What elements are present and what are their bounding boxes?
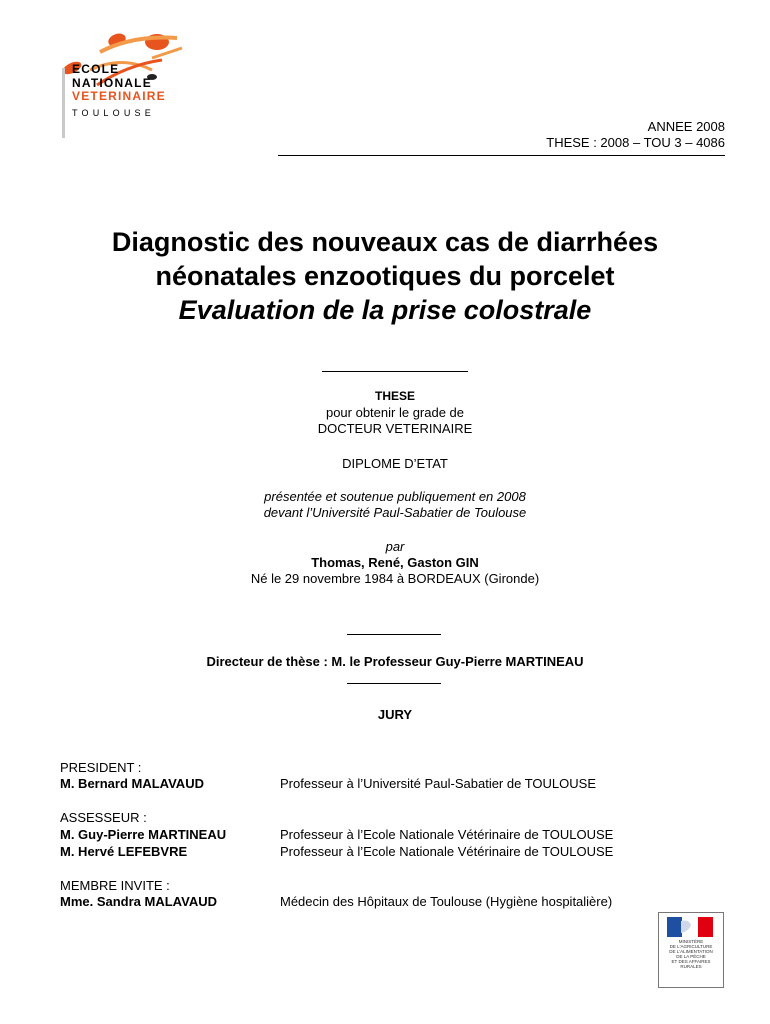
assesseur2-desc: Professeur à l’Ecole Nationale Vétérinaire de TOULOUSE [280, 844, 614, 859]
logo-line4: TOULOUSE [72, 107, 155, 118]
assesseur1-desc: Professeur à l’Ecole Nationale Vétérinaire de TOULOUSE [280, 827, 614, 842]
assesseur2-name: M. Hervé LEFEBVRE [60, 844, 188, 859]
logo-line2: NATIONALE [72, 75, 152, 90]
ministry-logo [658, 912, 724, 988]
jury-heading: JURY [377, 707, 413, 722]
president-label: PRESIDENT : [60, 760, 142, 775]
grade-text: DOCTEUR VETERINAIRE [317, 421, 473, 436]
header-rule [278, 155, 725, 156]
ministry-text: MINISTÈRE DE L'AGRICULTURE DE L'ALIMENTATION DE LA PÊCHE ET DES AFFAIRES RURALES [669, 939, 713, 969]
these-label: THESE [374, 389, 415, 403]
title-line2: néonatales enzootiques du porcelet [155, 261, 615, 291]
invite-desc: Médecin des Hôpitaux de Toulouse (Hygiène hospitalière) [280, 894, 613, 909]
presented-line2: devant l’Université Paul-Sabatier de Toulouse [263, 505, 527, 520]
president-desc: Professeur à l’Université Paul-Sabatier de TOULOUSE [280, 776, 596, 791]
page-title [0, 225, 770, 327]
thesis-number: THESE : 2008 – TOU 3 – 4086 [546, 135, 725, 150]
thesis-reference [546, 119, 725, 151]
divider [347, 634, 441, 635]
obtain-text: pour obtenir le grade de [325, 405, 465, 420]
par-text: par [385, 539, 405, 554]
invite-label: MEMBRE INVITE : [60, 878, 170, 893]
marianne-flag-icon [667, 917, 713, 937]
assesseur1-name: M. Guy-Pierre MARTINEAU [60, 827, 227, 842]
logo-line3: VETERINAIRE [72, 89, 166, 103]
director-text: Directeur de thèse : M. le Professeur Guy-Pierre MARTINEAU [206, 654, 584, 669]
logo-line1: ECOLE [72, 62, 120, 76]
diplome-text: DIPLOME D’ETAT [342, 456, 448, 471]
year: ANNEE 2008 [647, 119, 725, 134]
logo-text [72, 63, 166, 120]
author-name: Thomas, René, Gaston GIN [311, 555, 479, 570]
assesseur-label: ASSESSEUR : [60, 810, 147, 825]
logo-bar [62, 68, 65, 138]
title-line1: Diagnostic des nouveaux cas de diarrhées [111, 227, 659, 257]
birth-text: Né le 29 novembre 1984 à BORDEAUX (Gironde) [250, 571, 540, 586]
title-subtitle: Evaluation de la prise colostrale [178, 295, 592, 325]
president-name: M. Bernard MALAVAUD [60, 776, 204, 791]
presented-line1: présentée et soutenue publiquement en 2008 [264, 489, 526, 504]
invite-name: Mme. Sandra MALAVAUD [60, 894, 217, 909]
divider [347, 683, 441, 684]
divider [322, 371, 468, 372]
